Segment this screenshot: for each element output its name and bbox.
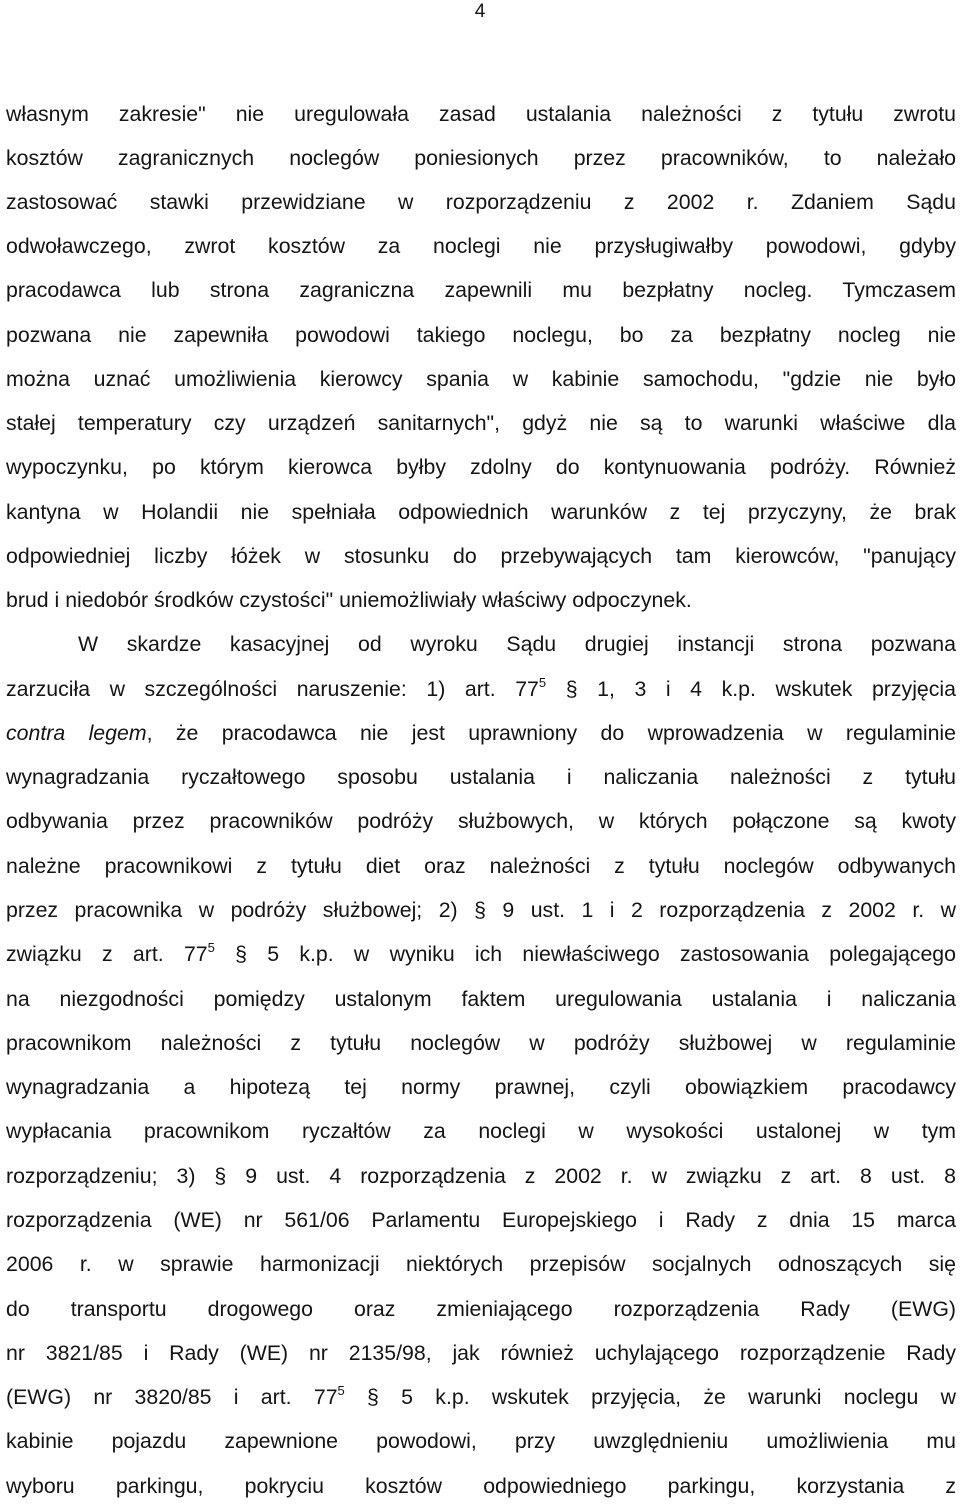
page-number: 4 <box>474 1 486 22</box>
text-line: zastosować stawki przewidziane w rozporządzeniu z 2002 r. Zdaniem Sądu <box>6 190 956 214</box>
text-line <box>6 939 956 969</box>
text-line: własnym zakresie" nie uregulowała zasad ustalania należności z tytułu zwrotu <box>6 102 956 126</box>
text-line: W skardze kasacyjnej od wyroku Sądu drugiej instancji strona pozwana <box>78 632 956 656</box>
line-segment: (EWG) nr 3820/85 i art. 77 <box>6 1385 338 1409</box>
text-line: wypoczynku, po którym kierowca byłby zdolny do kontynuowania podróży. Również <box>6 455 956 479</box>
text-line <box>6 1382 956 1412</box>
text-line: wypłacania pracownikom ryczałtów za noclegi w wysokości ustalonej w tym <box>6 1119 956 1143</box>
text-line: rozporządzenia (WE) nr 561/06 Parlamentu Europejskiego i Rady z dnia 15 marca <box>6 1208 956 1232</box>
text-line: odbywania przez pracowników podróży służbowych, w których połączone są kwoty <box>6 809 956 833</box>
text-line: kabinie pojazdu zapewnione powodowi, przy uwzględnieniu umożliwienia mu <box>6 1429 956 1453</box>
line-segment: § 1, 3 i 4 k.p. wskutek przyjęcia <box>546 677 956 701</box>
text-line: pozwana nie zapewniła powodowi takiego noclegu, bo za bezpłatny nocleg nie <box>6 323 956 347</box>
text-line: pracodawca lub strona zagraniczna zapewnili mu bezpłatny nocleg. Tymczasem <box>6 278 956 302</box>
italic-phrase: contra legem <box>6 721 147 745</box>
text-line: odwoławczego, zwrot kosztów za noclegi nie przysługiwałby powodowi, gdyby <box>6 234 956 258</box>
line-segment: § 5 k.p. wskutek przyjęcia, że warunki noclegu w <box>344 1385 957 1409</box>
text-line: odpowiedniej liczby łóżek w stosunku do przebywających tam kierowców, "panujący <box>6 544 956 568</box>
text-line: przez pracownika w podróży służbowej; 2) § 9 ust. 1 i 2 rozporządzenia z 2002 r. w <box>6 898 956 922</box>
text-line: 2006 r. w sprawie harmonizacji niektórych przepisów socjalnych odnoszących się <box>6 1252 956 1276</box>
text-line: brud i niedobór środków czystości" uniemożliwiały właściwy odpoczynek. <box>6 588 692 612</box>
text-line <box>6 718 956 748</box>
text-line: na niezgodności pomiędzy ustalonym faktem uregulowania ustalania i naliczania <box>6 987 956 1011</box>
text-line: rozporządzeniu; 3) § 9 ust. 4 rozporządzenia z 2002 r. w związku z art. 8 ust. 8 <box>6 1164 956 1188</box>
text-line: można uznać umożliwienia kierowcy spania w kabinie samochodu, "gdzie nie było <box>6 367 956 391</box>
superscript: 5 <box>337 1383 345 1398</box>
text-line: do transportu drogowego oraz zmieniającego rozporządzenia Rady (EWG) <box>6 1297 956 1321</box>
text-line: stałej temperatury czy urządzeń sanitarnych", gdyż nie są to warunki właściwe dla <box>6 411 956 435</box>
text-line: nr 3821/85 i Rady (WE) nr 2135/98, jak również uchylającego rozporządzenie Rady <box>6 1341 956 1365</box>
text-line: kantyna w Holandii nie spełniała odpowiednich warunków z tej przyczyny, że brak <box>6 500 956 524</box>
line-segment: związku z art. 77 <box>6 942 208 966</box>
text-line: wyboru parkingu, pokryciu kosztów odpowiedniego parkingu, korzystania z <box>6 1474 956 1498</box>
line-segment: , że pracodawca nie jest uprawniony do wprowadzenia w regulaminie <box>146 721 956 745</box>
text-line: wynagradzania a hipotezą tej normy prawnej, czyli obowiązkiem pracodawcy <box>6 1075 956 1099</box>
text-line: kosztów zagranicznych noclegów poniesionych przez pracowników, to należało <box>6 146 956 170</box>
text-line: wynagradzania ryczałtowego sposobu ustalania i naliczania należności z tytułu <box>6 765 956 789</box>
text-line: należne pracownikowi z tytułu diet oraz należności z tytułu noclegów odbywanych <box>6 854 956 878</box>
line-segment: § 5 k.p. w wyniku ich niewłaściwego zastosowania polegającego <box>214 942 956 966</box>
text-line <box>6 674 956 704</box>
line-segment: zarzuciła w szczególności naruszenie: 1) art. 77 <box>6 677 539 701</box>
superscript: 5 <box>207 940 215 955</box>
text-line: pracownikom należności z tytułu noclegów w podróży służbowej w regulaminie <box>6 1031 956 1055</box>
superscript: 5 <box>538 675 547 690</box>
